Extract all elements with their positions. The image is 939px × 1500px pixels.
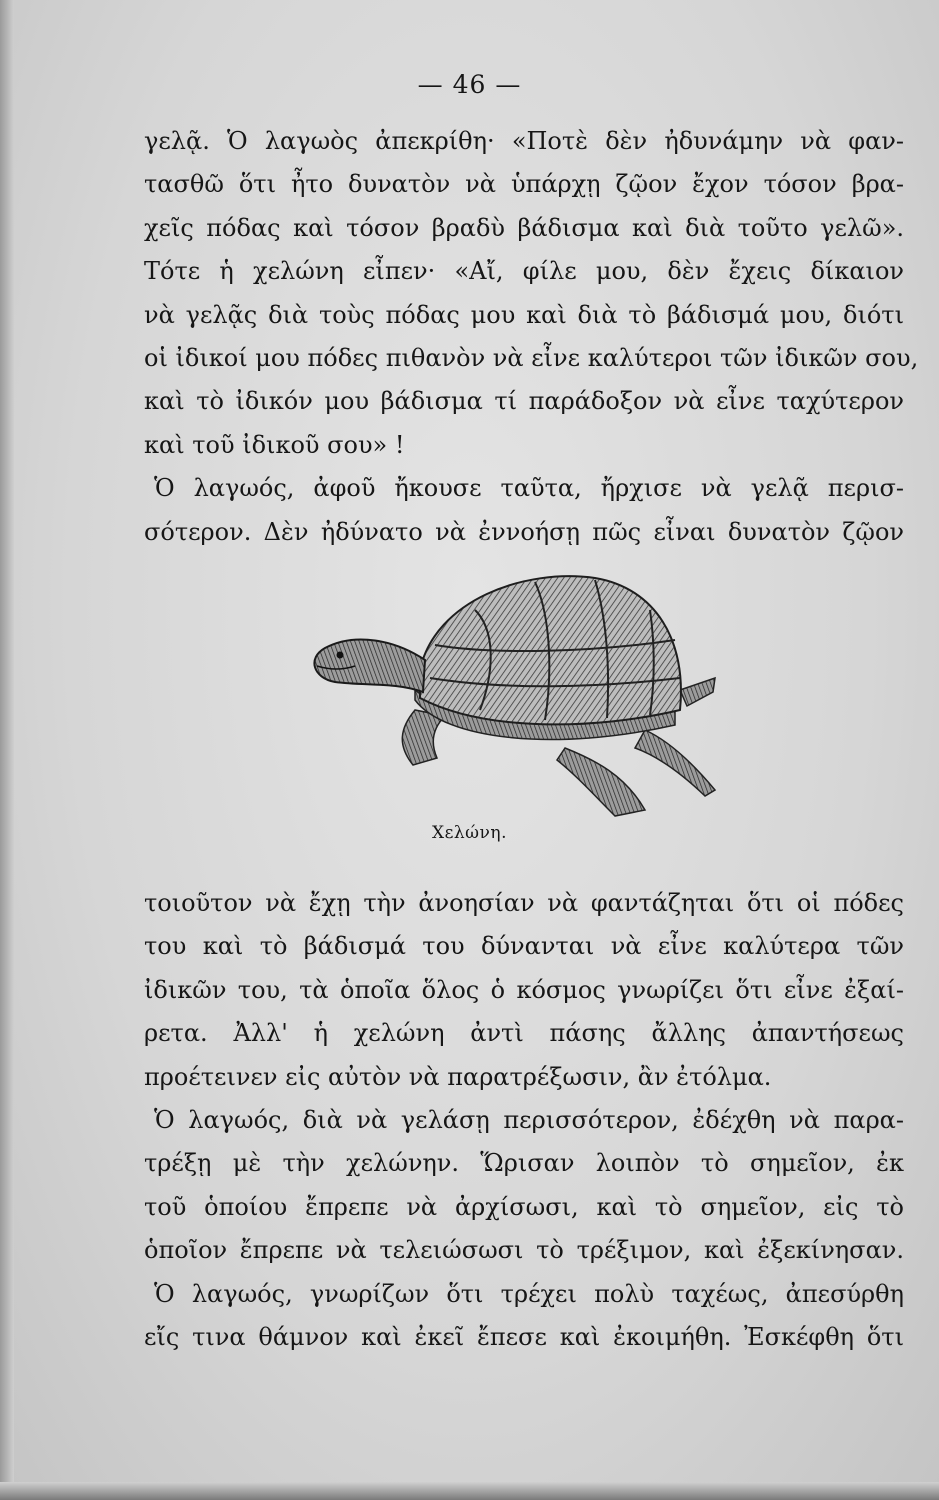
text-line: γελᾷ. Ὁ λαγωὸς ἀπεκρίθη· «Ποτὲ δὲν ἠδυνάμην νὰ φαν- [144, 127, 904, 155]
text-line: καὶ τὸ ἰδικόν μου βάδισμα τί παράδοξον νὰ εἶνε ταχύτερον [144, 387, 904, 416]
text-line: καὶ τοῦ ἰδικοῦ σου» ! [144, 430, 405, 459]
text-line: σότερον. Δὲν ἠδύνατο νὰ ἐννοήσῃ πῶς εἶναι δυνατὸν ζῷον [144, 517, 904, 546]
text-line: Ὁ λαγωός, ἀφοῦ ἤκουσε ταῦτα, ἤρχισε νὰ γελᾷ περισ- [154, 474, 904, 503]
text-line: του καὶ τὸ βάδισμά του δύνανται νὰ εἶνε καλύτερα τῶν [144, 932, 904, 961]
text-line: τοιοῦτον νὰ ἔχῃ τὴν ἀνοησίαν νὰ φαντάζηται ὅτι οἱ πόδες [144, 889, 904, 917]
text-line: χεῖς πόδας καὶ τόσον βραδὺ βάδισμα καὶ διὰ τοῦτο γελῶ». [144, 213, 904, 242]
text-line: τρέξῃ μὲ τὴν χελώνην. Ὥρισαν λοιπὸν τὸ σημεῖον, ἐκ [144, 1149, 904, 1178]
text-line: τοῦ ὁποίου ἔπρεπε νὰ ἀρχίσωσι, καὶ τὸ σημεῖον, εἰς τὸ [144, 1192, 904, 1221]
top-paragraphs [144, 120, 919, 554]
text-line: Ὁ λαγωός, γνωρίζων ὅτι τρέχει πολὺ ταχέως, ἀπεσύρθη [154, 1279, 904, 1308]
tortoise-illustration [295, 560, 735, 830]
tortoise-engraving [295, 560, 735, 830]
page-number: — 46 — [417, 70, 522, 99]
figure-caption: Χελώνη. [432, 823, 507, 843]
bottom-paragraphs [144, 882, 904, 1359]
text-line: οἱ ἰδικοί μου πόδες πιθανὸν νὰ εἶνε καλύτεροι τῶν ἰδικῶν σου, [144, 343, 919, 372]
text-line: ὁποῖον ἔπρεπε νὰ τελειώσωσι τὸ τρέξιμον, καὶ ἐξεκίνησαν. [144, 1236, 904, 1265]
text-line: ρετα. Ἀλλ' ἡ χελώνη ἀντὶ πάσης ἄλλης ἀπαντήσεως [144, 1019, 904, 1048]
text-line: νὰ γελᾷς διὰ τοὺς πόδας μου καὶ διὰ τὸ βάδισμά μου, διότι [144, 300, 904, 329]
text-line: τασθῶ ὅτι ἦτο δυνατὸν νὰ ὑπάρχῃ ζῷον ἔχον τόσον βρα- [144, 170, 904, 199]
text-line: Ὁ λαγωός, διὰ νὰ γελάσῃ περισσότερον, ἐδέχθη νὰ παρα- [154, 1105, 904, 1134]
text-line: ἰδικῶν του, τὰ ὁποῖα ὅλος ὁ κόσμος γνωρίζει ὅτι εἶνε ἐξαί- [144, 975, 904, 1004]
text-line: προέτεινεν εἰς αὐτὸν νὰ παρατρέξωσιν, ἂν ἐτόλμα. [144, 1062, 772, 1091]
text-line: Τότε ἡ χελώνη εἶπεν· «Αἴ, φίλε μου, δὲν ἔχεις δίκαιον [144, 257, 904, 286]
text-line: εἴς τινα θάμνον καὶ ἐκεῖ ἔπεσε καὶ ἐκοιμήθη. Ἐσκέφθη ὅτι [144, 1322, 904, 1351]
